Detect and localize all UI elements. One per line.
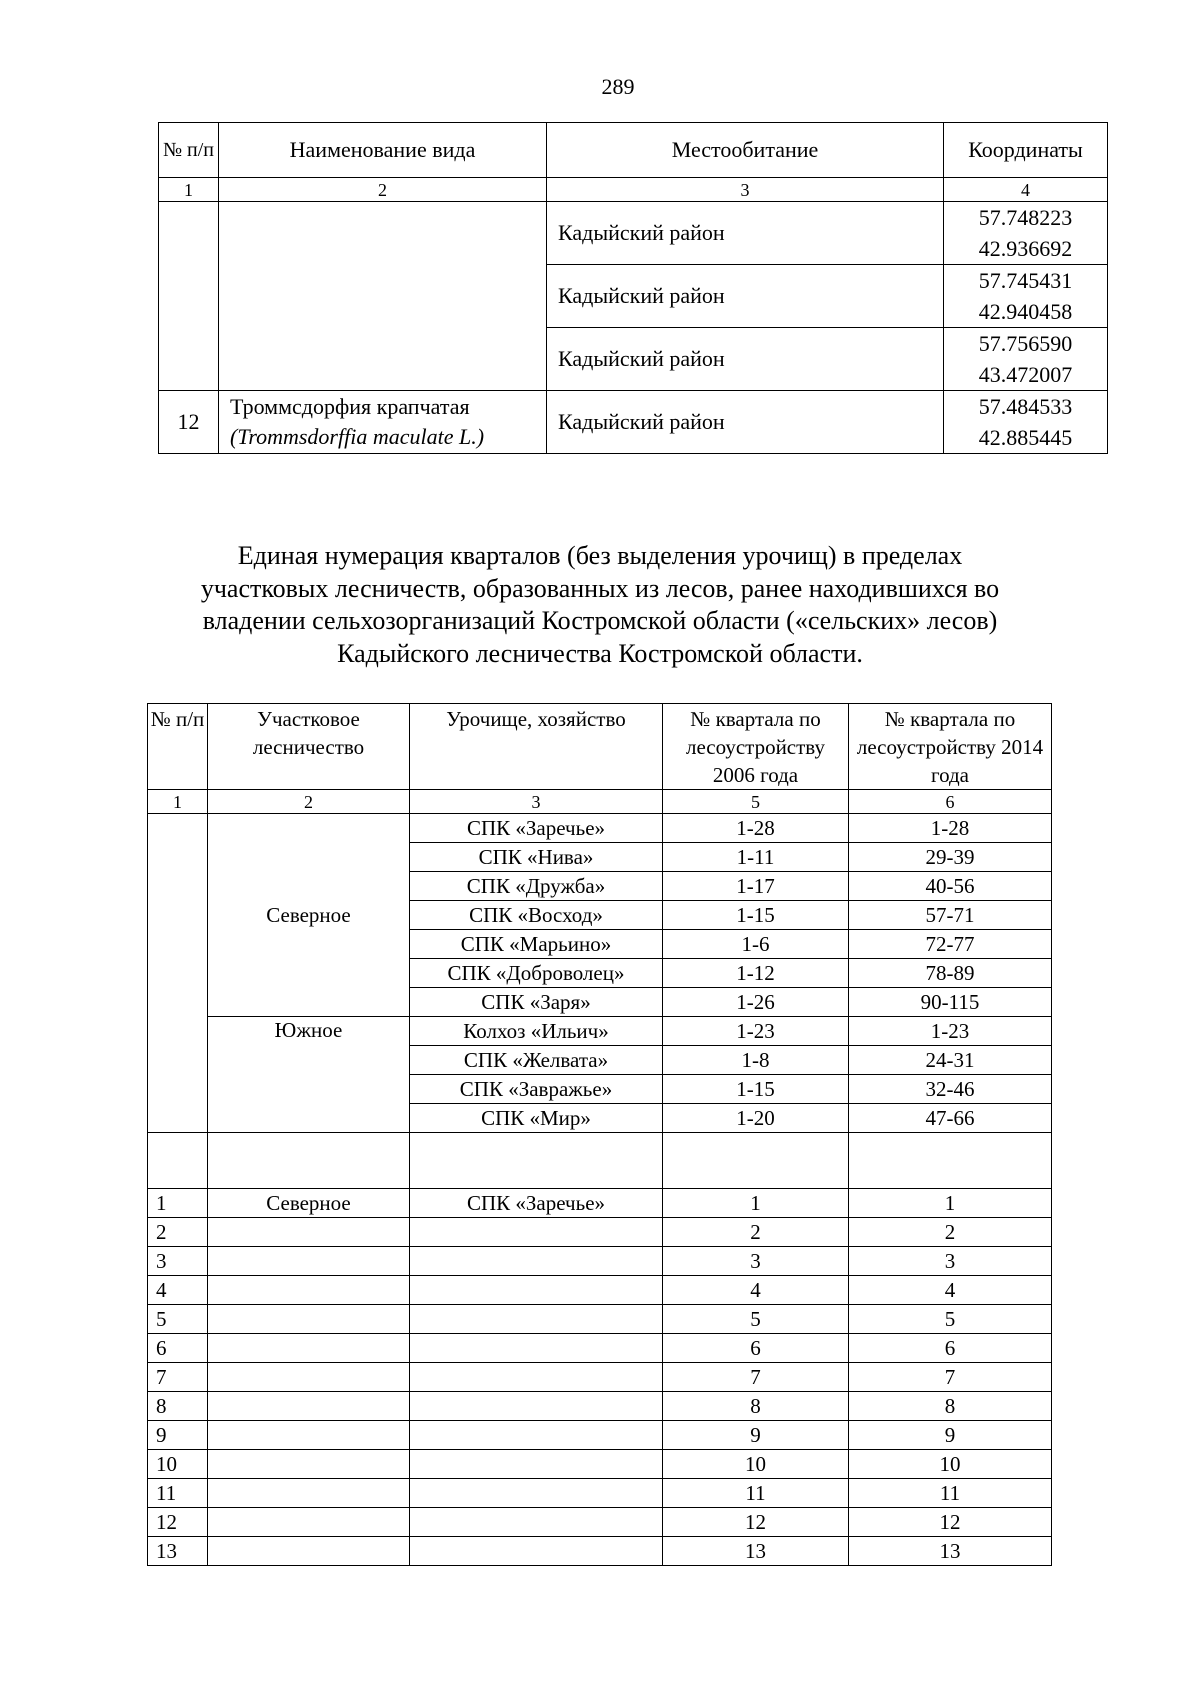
farm-name: СПК «Мир» <box>410 1104 663 1133</box>
column-header: Участковое лесничество <box>208 704 410 790</box>
row-number: 1 <box>148 1189 208 1218</box>
quarters-2006: 1-23 <box>663 1017 849 1046</box>
column-number-row <box>159 178 1108 202</box>
quarters-2014: 78-89 <box>849 959 1052 988</box>
empty-cell <box>410 1133 663 1189</box>
quarter-2014: 11 <box>849 1479 1052 1508</box>
farm-name <box>410 1218 663 1247</box>
quarters-2014: 1-23 <box>849 1017 1052 1046</box>
species-name-ru: Троммсдорфия крапчатая <box>230 394 470 419</box>
quarter-2014: 4 <box>849 1276 1052 1305</box>
quarter-2014: 9 <box>849 1421 1052 1450</box>
farm-name: СПК «Заря» <box>410 988 663 1017</box>
longitude: 42.885445 <box>978 425 1073 450</box>
quarter-2006: 5 <box>663 1305 849 1334</box>
quarters-2014: 29-39 <box>849 843 1052 872</box>
table-row <box>148 1508 1052 1537</box>
coordinates <box>944 202 1108 265</box>
farm-name <box>410 1276 663 1305</box>
quarters-2014: 32-46 <box>849 1075 1052 1104</box>
column-number: 4 <box>944 178 1108 202</box>
row-number: 12 <box>159 391 219 454</box>
farm-name: СПК «Желвата» <box>410 1046 663 1075</box>
title-line: владении сельхозорганизаций Костромской области («сельских» лесов) <box>202 606 998 635</box>
farm-name: СПК «Заречье» <box>410 1189 663 1218</box>
quarter-2014: 10 <box>849 1450 1052 1479</box>
farm-name <box>410 1363 663 1392</box>
quarter-2006: 12 <box>663 1508 849 1537</box>
farm-name: СПК «Доброволец» <box>410 959 663 988</box>
column-number-row <box>148 790 1052 814</box>
quarter-2006: 1 <box>663 1189 849 1218</box>
quarter-2014: 1 <box>849 1189 1052 1218</box>
row-number: 8 <box>148 1392 208 1421</box>
quarters-2014: 47-66 <box>849 1104 1052 1133</box>
column-number: 3 <box>547 178 944 202</box>
farm-name <box>410 1334 663 1363</box>
quarter-2014: 3 <box>849 1247 1052 1276</box>
farm-name: СПК «Дружба» <box>410 872 663 901</box>
column-number: 1 <box>148 790 208 814</box>
row-number: 11 <box>148 1479 208 1508</box>
row-number: 9 <box>148 1421 208 1450</box>
column-number: 6 <box>849 790 1052 814</box>
table-row <box>148 1334 1052 1363</box>
district-name <box>208 1421 410 1450</box>
quarters-2014: 24-31 <box>849 1046 1052 1075</box>
quarter-2006: 6 <box>663 1334 849 1363</box>
quarter-2006: 9 <box>663 1421 849 1450</box>
location: Кадыйский район <box>547 328 944 391</box>
farm-name <box>410 1508 663 1537</box>
table-row <box>148 1276 1052 1305</box>
table-row <box>159 202 1108 265</box>
latitude: 57.484533 <box>978 394 1073 419</box>
latitude: 57.748223 <box>978 205 1073 230</box>
quarters-table <box>147 703 1052 1566</box>
table-row <box>148 1189 1052 1218</box>
latitude: 57.745431 <box>978 268 1073 293</box>
location: Кадыйский район <box>547 202 944 265</box>
coordinates <box>944 265 1108 328</box>
quarters-2006: 1-6 <box>663 930 849 959</box>
quarters-2006: 1-11 <box>663 843 849 872</box>
farm-name: СПК «Заречье» <box>410 814 663 843</box>
quarter-2006: 11 <box>663 1479 849 1508</box>
district-name <box>208 1247 410 1276</box>
column-header: № квартала по лесоустройству 2014 года <box>849 704 1052 790</box>
empty-row <box>148 1133 1052 1189</box>
farm-name: СПК «Завражье» <box>410 1075 663 1104</box>
table-row <box>148 1247 1052 1276</box>
quarter-2006: 13 <box>663 1537 849 1566</box>
title-line: Единая нумерация кварталов (без выделения урочищ) в пределах <box>237 541 963 570</box>
quarters-2014: 90-115 <box>849 988 1052 1017</box>
district-name <box>208 1537 410 1566</box>
district-name <box>208 1305 410 1334</box>
farm-name: СПК «Нива» <box>410 843 663 872</box>
species-name-cell <box>219 202 547 391</box>
empty-cell <box>663 1133 849 1189</box>
row-number: 4 <box>148 1276 208 1305</box>
row-number: 6 <box>148 1334 208 1363</box>
quarter-2006: 4 <box>663 1276 849 1305</box>
column-header: Наименование вида <box>219 123 547 178</box>
longitude: 43.472007 <box>978 362 1073 387</box>
farm-name <box>410 1479 663 1508</box>
quarters-2006: 1-17 <box>663 872 849 901</box>
quarters-2006: 1-26 <box>663 988 849 1017</box>
column-number: 5 <box>663 790 849 814</box>
location: Кадыйский район <box>547 265 944 328</box>
district-name <box>208 1334 410 1363</box>
table-row <box>148 1017 1052 1046</box>
table-row <box>148 1218 1052 1247</box>
title-line: участковых лесничеств, образованных из лесов, ранее находившихся во <box>200 573 1000 603</box>
longitude: 42.940458 <box>978 299 1073 324</box>
column-number: 2 <box>208 790 410 814</box>
quarter-2006: 3 <box>663 1247 849 1276</box>
quarter-2006: 2 <box>663 1218 849 1247</box>
row-number: 7 <box>148 1363 208 1392</box>
quarter-2014: 8 <box>849 1392 1052 1421</box>
quarters-2006: 1-12 <box>663 959 849 988</box>
empty-cell <box>849 1133 1052 1189</box>
farm-name <box>410 1421 663 1450</box>
longitude: 42.936692 <box>978 236 1073 261</box>
table-row <box>159 391 1108 454</box>
quarters-2014: 57-71 <box>849 901 1052 930</box>
species-name <box>219 391 547 454</box>
empty-cell <box>208 1133 410 1189</box>
quarter-2014: 6 <box>849 1334 1052 1363</box>
quarters-2006: 1-15 <box>663 1075 849 1104</box>
quarter-2014: 12 <box>849 1508 1052 1537</box>
table-row <box>148 1450 1052 1479</box>
district-name <box>208 1479 410 1508</box>
farm-name <box>410 1537 663 1566</box>
farm-name <box>410 1450 663 1479</box>
coordinates <box>944 391 1108 454</box>
farm-name <box>410 1305 663 1334</box>
header-row <box>148 704 1052 790</box>
quarter-2014: 2 <box>849 1218 1052 1247</box>
page-number: 289 <box>601 74 635 99</box>
column-number: 3 <box>410 790 663 814</box>
quarters-2014: 72-77 <box>849 930 1052 959</box>
title-line: Кадыйского лесничества Костромской области. <box>337 638 863 668</box>
district-name <box>208 1508 410 1537</box>
quarters-2006: 1-28 <box>663 814 849 843</box>
table-row <box>148 814 1052 843</box>
farm-name <box>410 1247 663 1276</box>
quarter-2006: 8 <box>663 1392 849 1421</box>
farm-name: СПК «Марьино» <box>410 930 663 959</box>
district-name <box>208 1392 410 1421</box>
column-header: № п/п <box>159 123 219 178</box>
quarters-2006: 1-15 <box>663 901 849 930</box>
coordinates <box>944 328 1108 391</box>
section-title <box>150 540 1050 670</box>
header-row <box>159 123 1108 178</box>
district-name <box>208 1218 410 1247</box>
district-name: Южное <box>208 1017 410 1133</box>
quarter-2014: 7 <box>849 1363 1052 1392</box>
district-name: Северное <box>208 1189 410 1218</box>
column-number: 2 <box>219 178 547 202</box>
farm-name: СПК «Восход» <box>410 901 663 930</box>
table-row <box>148 1537 1052 1566</box>
table-row <box>148 1392 1052 1421</box>
table-row <box>148 1479 1052 1508</box>
column-header: Координаты <box>944 123 1108 178</box>
latitude: 57.756590 <box>978 331 1073 356</box>
table-row <box>148 1421 1052 1450</box>
farm-name <box>410 1392 663 1421</box>
row-number: 12 <box>148 1508 208 1537</box>
quarters-2014: 40-56 <box>849 872 1052 901</box>
column-header: № п/п <box>148 704 208 790</box>
location: Кадыйский район <box>547 391 944 454</box>
quarter-2014: 13 <box>849 1537 1052 1566</box>
column-number: 1 <box>159 178 219 202</box>
farm-name: Колхоз «Ильич» <box>410 1017 663 1046</box>
row-number: 13 <box>148 1537 208 1566</box>
empty-cell <box>148 1133 208 1189</box>
district-name <box>208 1363 410 1392</box>
row-number-cell <box>148 814 208 1133</box>
quarters-2014: 1-28 <box>849 814 1052 843</box>
quarter-2006: 10 <box>663 1450 849 1479</box>
row-number: 5 <box>148 1305 208 1334</box>
district-name <box>208 1276 410 1305</box>
row-number: 3 <box>148 1247 208 1276</box>
row-number: 2 <box>148 1218 208 1247</box>
column-header: Урочище, хозяйство <box>410 704 663 790</box>
quarters-2006: 1-20 <box>663 1104 849 1133</box>
column-header: № квартала по лесоустройству 2006 года <box>663 704 849 790</box>
quarter-2006: 7 <box>663 1363 849 1392</box>
quarter-2014: 5 <box>849 1305 1052 1334</box>
table-row <box>148 1363 1052 1392</box>
species-name-latin: (Trommsdorffia maculate L.) <box>230 424 485 449</box>
district-name: Северное <box>208 814 410 1017</box>
district-name <box>208 1450 410 1479</box>
row-number-cell <box>159 202 219 391</box>
row-number: 10 <box>148 1450 208 1479</box>
table-row <box>148 1305 1052 1334</box>
column-header: Местообитание <box>547 123 944 178</box>
quarters-2006: 1-8 <box>663 1046 849 1075</box>
species-table <box>158 122 1108 454</box>
